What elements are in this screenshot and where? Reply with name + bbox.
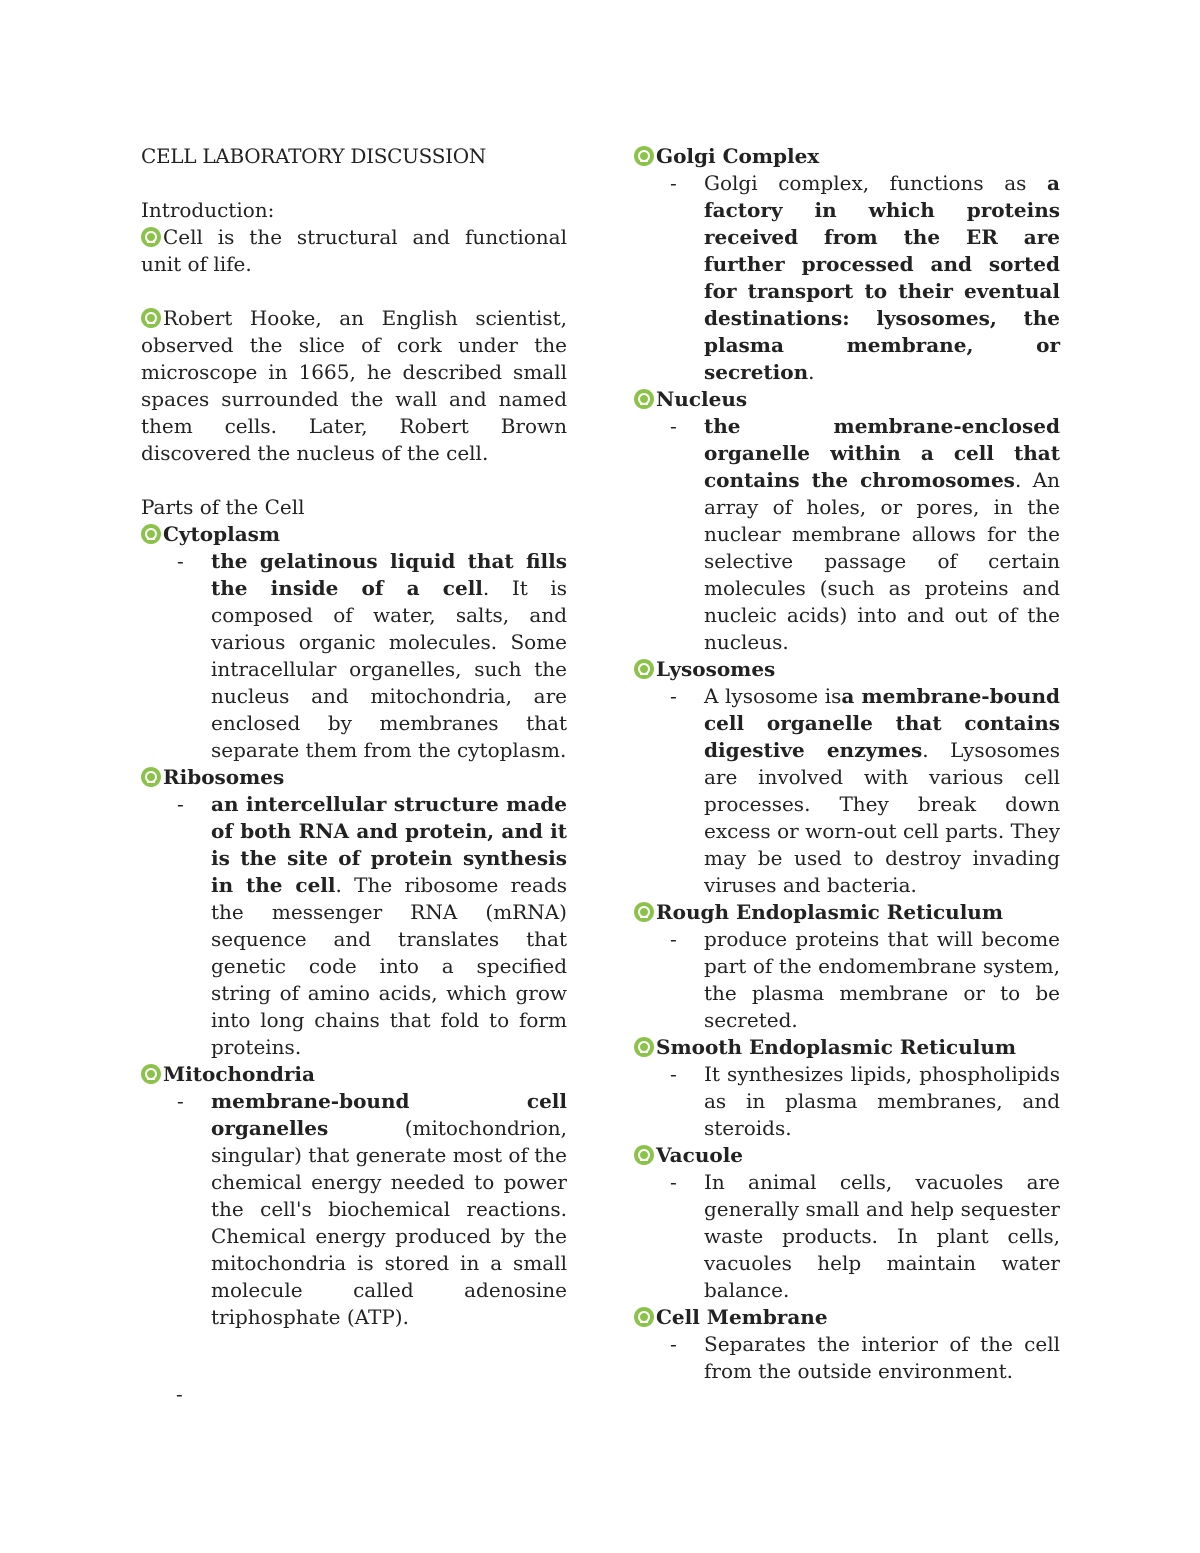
golgi-description: - Golgi complex, functions as a factory in which proteins received from the ER are further processed and sorted for transport to their eventual destinations: lysosomes, the plasma membrane, or secretion. bbox=[670, 171, 1060, 384]
section-smooth-er: Smooth Endoplasmic Reticulum bbox=[634, 1034, 1060, 1061]
section-vacuole: Vacuole bbox=[634, 1142, 1060, 1169]
intro-paragraph-1: Cell is the structural and functional unit of life. bbox=[141, 225, 567, 276]
ring-bullet-icon bbox=[141, 524, 161, 544]
ring-bullet-icon bbox=[634, 1307, 654, 1327]
cytoplasm-description: - the gelatinous liquid that fills the inside of a cell. It is composed of water, salts, and various organic molecules. Some intracellular organelles, such the nucleus and mitochondria, are enclosed by membranes that separate them from the cytoplasm. bbox=[177, 549, 567, 762]
nucleus-description: - the membrane-enclosed organelle within a cell that contains the chromosomes. An array of holes, or pores, in the nuclear membrane allows for the selective passage of certain molecules (such as proteins and nucleic acids) into and out of the nucleus. bbox=[670, 414, 1060, 654]
ring-bullet-icon bbox=[634, 1145, 654, 1165]
ring-bullet-icon bbox=[141, 227, 161, 247]
section-rough-er: Rough Endoplasmic Reticulum bbox=[634, 899, 1060, 926]
section-mitochondria: Mitochondria bbox=[141, 1061, 567, 1088]
section-ribosomes: Ribosomes bbox=[141, 764, 567, 791]
left-column bbox=[141, 143, 567, 1331]
ring-bullet-icon bbox=[634, 902, 654, 922]
document-title: CELL LABORATORY DISCUSSION bbox=[141, 144, 487, 168]
ring-bullet-icon bbox=[634, 389, 654, 409]
section-golgi: Golgi Complex bbox=[634, 143, 1060, 170]
ring-bullet-icon bbox=[634, 1037, 654, 1057]
cell-membrane-description: - Separates the interior of the cell from the outside environment. bbox=[670, 1332, 1060, 1383]
ring-bullet-icon bbox=[141, 1064, 161, 1084]
vacuole-description: - In animal cells, vacuoles are generally small and help sequester waste products. In plant cells, vacuoles help maintain water balance. bbox=[670, 1170, 1060, 1302]
ring-bullet-icon bbox=[141, 767, 161, 787]
intro-heading: Introduction: bbox=[141, 198, 275, 222]
ring-bullet-icon bbox=[634, 659, 654, 679]
trailing-dash: - bbox=[176, 1382, 183, 1406]
section-cell-membrane: Cell Membrane bbox=[634, 1304, 1060, 1331]
right-column bbox=[634, 143, 1060, 1385]
ring-bullet-icon bbox=[141, 308, 161, 328]
smooth-er-description: - It synthesizes lipids, phospholipids as in plasma membranes, and steroids. bbox=[670, 1062, 1060, 1140]
parts-heading: Parts of the Cell bbox=[141, 495, 305, 519]
ring-bullet-icon bbox=[634, 146, 654, 166]
lysosomes-description: - A lysosome isa membrane-bound cell organelle that contains digestive enzymes. Lysosomes are involved with various cell processes. They break down excess or worn-out cell parts. They may be used to destroy invading viruses and bacteria. bbox=[670, 684, 1060, 897]
section-lysosomes: Lysosomes bbox=[634, 656, 1060, 683]
ribosomes-description: - an intercellular structure made of both RNA and protein, and it is the site of protein synthesis in the cell. The ribosome reads the messenger RNA (mRNA) sequence and translates that genetic code into a specified string of amino acids, which grow into long chains that fold to form proteins. bbox=[177, 792, 568, 1059]
section-nucleus: Nucleus bbox=[634, 386, 1060, 413]
rough-er-description: - produce proteins that will become part of the endomembrane system, the plasma membrane or to be secreted. bbox=[670, 927, 1060, 1032]
intro-paragraph-2: Robert Hooke, an English scientist, observed the slice of cork under the microscope in 1665, he described small spaces surrounded the wall and named them cells. Later, Robert Brown discovered the nucleus of the cell. bbox=[141, 306, 567, 465]
section-cytoplasm: Cytoplasm bbox=[141, 521, 567, 548]
mitochondria-description: - membrane-bound cell organelles (mitochondrion, singular) that generate most of the chemical energy needed to power the cell's biochemical reactions. Chemical energy produced by the mitochondria is stored in a small molecule called adenosine triphosphate (ATP). bbox=[177, 1089, 567, 1329]
